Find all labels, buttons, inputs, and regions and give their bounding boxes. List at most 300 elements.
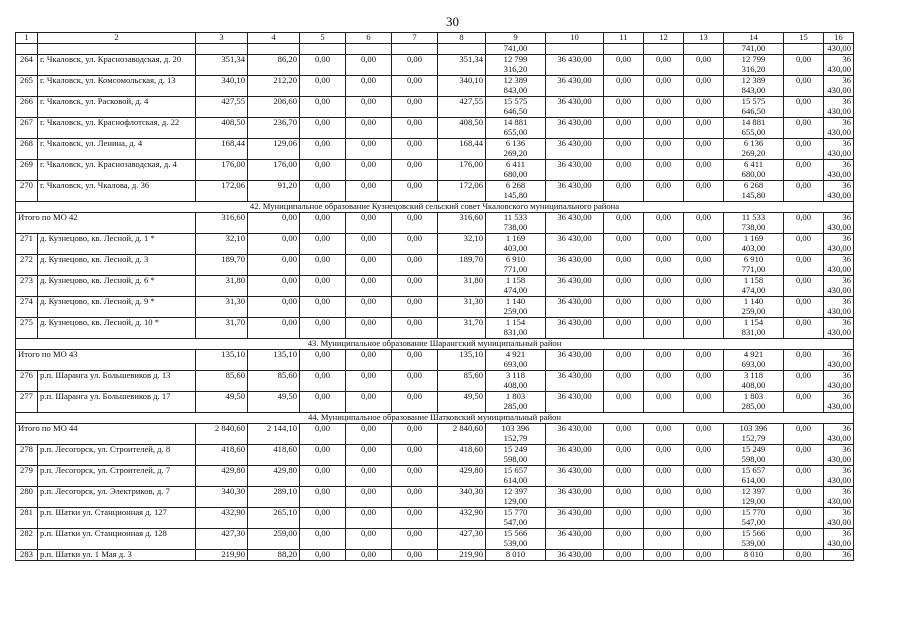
cell-c16 xyxy=(824,181,854,202)
cell-c15: 0,00 xyxy=(784,550,824,561)
cell-c15: 0,00 xyxy=(784,160,824,181)
cell-c3: 32,10 xyxy=(196,234,248,255)
cell-c16-line2: 430,00 xyxy=(827,516,851,527)
cell-c7: 0,00 xyxy=(392,55,438,76)
cell-c8: 172,06 xyxy=(438,181,486,202)
cell-c16-line1: 36 xyxy=(842,75,851,85)
cell-c16-line1: 36 xyxy=(842,159,851,169)
cell-c9 xyxy=(486,118,546,139)
cell-c8: 427,55 xyxy=(438,97,486,118)
cell-c14-line2: 403,00 xyxy=(741,242,766,253)
cell-c13: 0,00 xyxy=(684,139,724,160)
cell-c3: 351,34 xyxy=(196,55,248,76)
cell-c15: 0,00 xyxy=(784,297,824,318)
cell-c9-line1: 12 389 xyxy=(503,75,528,85)
cell-c5: 0,00 xyxy=(300,487,346,508)
cell-c3: 432,90 xyxy=(196,508,248,529)
cell-c7: 0,00 xyxy=(392,487,438,508)
cell-c12: 0,00 xyxy=(644,276,684,297)
row-number: 273 xyxy=(16,276,38,297)
cell-c7: 0,00 xyxy=(392,181,438,202)
row-number: 278 xyxy=(16,445,38,466)
cell-c14 xyxy=(724,392,784,413)
cell-c16 xyxy=(824,76,854,97)
cell-c6: 0,00 xyxy=(346,466,392,487)
cell-c9 xyxy=(486,487,546,508)
cell-c16-line1: 36 xyxy=(842,423,851,433)
cell-c9-line2: 771,00 xyxy=(503,263,528,274)
cell-c9-line2: 831,00 xyxy=(503,326,528,337)
cell-c16 xyxy=(824,234,854,255)
cell-c11: 0,00 xyxy=(604,160,644,181)
cell-c3: 418,60 xyxy=(196,445,248,466)
cell-c5: 0,00 xyxy=(300,350,346,371)
row-number: 266 xyxy=(16,97,38,118)
cell-c9 xyxy=(486,255,546,276)
cell-c16-line2: 430,00 xyxy=(827,84,851,95)
cell-c16-line1: 36 xyxy=(842,180,851,190)
column-header: 2 xyxy=(38,33,196,44)
cell-c8: 31,30 xyxy=(438,297,486,318)
address-cell: р.п. Лесогорск, ул. Строителей, д. 7 xyxy=(38,466,196,487)
cell-c16-line1: 36 xyxy=(842,296,851,306)
cell-c8: 340,30 xyxy=(438,487,486,508)
cell-c13: 0,00 xyxy=(684,118,724,139)
cell-c10: 36 430,00 xyxy=(546,350,604,371)
cell-c3: 429,80 xyxy=(196,466,248,487)
cell-c12: 0,00 xyxy=(644,550,684,561)
cell-c5: 0,00 xyxy=(300,213,346,234)
cell-c9 xyxy=(486,139,546,160)
address-cell: г. Чкаловск, ул. Чкалова, д. 36 xyxy=(38,181,196,202)
cell-c4: 85,60 xyxy=(248,371,300,392)
cell-c12: 0,00 xyxy=(644,371,684,392)
cell-c9 xyxy=(486,181,546,202)
cell-c15: 0,00 xyxy=(784,255,824,276)
cell-c14 xyxy=(724,550,784,561)
cell-c14-line2: 771,00 xyxy=(741,263,766,274)
cell-c14-line2: 269,20 xyxy=(741,147,766,158)
cell-c12: 0,00 xyxy=(644,508,684,529)
cell-c9 xyxy=(486,424,546,445)
cell-c7: 0,00 xyxy=(392,318,438,339)
address-cell: д. Кузнецово, кв. Лесной, д. 9 * xyxy=(38,297,196,318)
cell-c16-line2: 430,00 xyxy=(827,358,851,369)
cell-c8: 351,34 xyxy=(438,55,486,76)
cell-c15: 0,00 xyxy=(784,350,824,371)
cell-c6: 0,00 xyxy=(346,55,392,76)
page-number: 30 xyxy=(446,14,459,29)
cell-c6: 0,00 xyxy=(346,276,392,297)
address-cell: д. Кузнецово, кв. Лесной, д. 6 * xyxy=(38,276,196,297)
cell-c16-line2: 430,00 xyxy=(827,379,851,390)
cell-c9-line1: 8 010 xyxy=(505,549,526,559)
cell-c8: 316,60 xyxy=(438,213,486,234)
cell-c9-line1: 1 154 xyxy=(505,317,526,327)
cell-c14-line2: 316,20 xyxy=(741,63,766,74)
cell-c14-line2: 598,00 xyxy=(741,453,766,464)
cell-c16-line1: 36 xyxy=(842,212,851,222)
cell-c6: 0,00 xyxy=(346,487,392,508)
row-number: 281 xyxy=(16,508,38,529)
cell-c14-line2: 145,80 xyxy=(741,189,766,200)
cell-c16-line1: 36 xyxy=(842,254,851,264)
cell-c16-line2: 430,00 xyxy=(827,147,851,158)
cell-c9-line1: 15 575 xyxy=(503,96,528,106)
cell-c6: 0,00 xyxy=(346,160,392,181)
cell-c9 xyxy=(486,371,546,392)
cell-c14-line2: 843,00 xyxy=(741,84,766,95)
cell-c9-line1: 1 158 xyxy=(505,275,526,285)
cell-c10: 36 430,00 xyxy=(546,118,604,139)
cell-c12: 0,00 xyxy=(644,466,684,487)
cell-c9 xyxy=(486,508,546,529)
cell-c12: 0,00 xyxy=(644,487,684,508)
cell-c4: 418,60 xyxy=(248,445,300,466)
cell-c14 xyxy=(724,529,784,550)
cell-c4: 0,00 xyxy=(248,234,300,255)
cell-c13: 0,00 xyxy=(684,213,724,234)
section-header-row xyxy=(16,202,854,213)
cell-c4: 86,20 xyxy=(248,55,300,76)
cell-c14-line1: 6 268 xyxy=(743,180,764,190)
cell-c10: 36 430,00 xyxy=(546,318,604,339)
cell-c14 xyxy=(724,55,784,76)
cell-c5: 0,00 xyxy=(300,392,346,413)
cell-c11: 0,00 xyxy=(604,424,644,445)
cell-c6: 0,00 xyxy=(346,445,392,466)
column-header: 3 xyxy=(196,33,248,44)
cell-c16 xyxy=(824,255,854,276)
cell-c5: 0,00 xyxy=(300,181,346,202)
cell-c9 xyxy=(486,350,546,371)
cell-c6: 0,00 xyxy=(346,508,392,529)
cell-c14 xyxy=(724,466,784,487)
cell-c13: 0,00 xyxy=(684,181,724,202)
column-header: 15 xyxy=(784,33,824,44)
cell-c5: 0,00 xyxy=(300,139,346,160)
cell-c16 xyxy=(824,371,854,392)
table-row xyxy=(16,487,854,508)
cell-c11: 0,00 xyxy=(604,487,644,508)
cell-c14 xyxy=(724,350,784,371)
cell-c16-line2: 430,00 xyxy=(827,168,851,179)
cell-c16-line1: 36 xyxy=(842,528,851,538)
cell-c15: 0,00 xyxy=(784,487,824,508)
cell-c6: 0,00 xyxy=(346,297,392,318)
table-row xyxy=(16,371,854,392)
cell-c7: 0,00 xyxy=(392,297,438,318)
cell-c14-line2: 547,00 xyxy=(741,516,766,527)
cell-c7: 0,00 xyxy=(392,529,438,550)
cell-c15: 0,00 xyxy=(784,276,824,297)
cell-c15: 0,00 xyxy=(784,445,824,466)
cell-c3: 408,50 xyxy=(196,118,248,139)
cell-c14-line2: 129,00 xyxy=(741,495,766,506)
cell-c14-line1: 12 397 xyxy=(741,486,766,496)
address-cell: д. Кузнецово, кв. Лесной, д. 3 xyxy=(38,255,196,276)
cell-c9-line2: 152,79 xyxy=(503,432,528,443)
cell-c11: 0,00 xyxy=(604,350,644,371)
cell-c6: 0,00 xyxy=(346,97,392,118)
cell-c4: 88,20 xyxy=(248,550,300,561)
cell-c14-line1: 15 249 xyxy=(741,444,766,454)
cell-c16-line2: 430,00 xyxy=(827,221,851,232)
cell-c9-line2: 655,00 xyxy=(503,126,528,137)
cell-c13: 0,00 xyxy=(684,160,724,181)
cell-c11: 0,00 xyxy=(604,276,644,297)
cell-c16 xyxy=(824,529,854,550)
cell-c14-line2: 738,00 xyxy=(741,221,766,232)
cell-c9-line1: 4 921 xyxy=(505,349,526,359)
table-row xyxy=(16,508,854,529)
cell-c9-line2: 539,00 xyxy=(503,537,528,548)
cell-c14 xyxy=(724,318,784,339)
cell-c14 xyxy=(724,234,784,255)
cell-c11: 0,00 xyxy=(604,139,644,160)
cell-c4: 0,00 xyxy=(248,276,300,297)
cell-c4: 212,20 xyxy=(248,76,300,97)
cell-c9-line1: 15 566 xyxy=(503,528,528,538)
cell-c16 xyxy=(824,392,854,413)
column-header: 13 xyxy=(684,33,724,44)
cell-c14-line2: 831,00 xyxy=(741,326,766,337)
cell-c14 xyxy=(724,445,784,466)
cell-c14-line2: 539,00 xyxy=(741,537,766,548)
cell-c9-line2: 145,80 xyxy=(503,189,528,200)
row-number: 271 xyxy=(16,234,38,255)
cell-c14 xyxy=(724,181,784,202)
cell-c15: 0,00 xyxy=(784,234,824,255)
cell-c10: 36 430,00 xyxy=(546,371,604,392)
cell-c11: 0,00 xyxy=(604,234,644,255)
column-header: 12 xyxy=(644,33,684,44)
cell-c15: 0,00 xyxy=(784,139,824,160)
cell-col9: 741,00 xyxy=(486,44,546,55)
cell-c16-line2: 430,00 xyxy=(827,263,851,274)
cell-c7: 0,00 xyxy=(392,139,438,160)
cell-c9-line2: 547,00 xyxy=(503,516,528,527)
cell-c5: 0,00 xyxy=(300,276,346,297)
cell-c12: 0,00 xyxy=(644,76,684,97)
cell-c14-line1: 15 575 xyxy=(741,96,766,106)
cell-c14-line1: 12 389 xyxy=(741,75,766,85)
column-header: 5 xyxy=(300,33,346,44)
cell-c14 xyxy=(724,160,784,181)
row-number: 275 xyxy=(16,318,38,339)
cell-c9-line1: 1 169 xyxy=(505,233,526,243)
cell-c7: 0,00 xyxy=(392,371,438,392)
cell-c16 xyxy=(824,350,854,371)
cell-c11: 0,00 xyxy=(604,550,644,561)
cell-c5: 0,00 xyxy=(300,529,346,550)
cell-c8: 168,44 xyxy=(438,139,486,160)
cell-c14 xyxy=(724,297,784,318)
cell-c15: 0,00 xyxy=(784,181,824,202)
column-header: 7 xyxy=(392,33,438,44)
cell-c9 xyxy=(486,297,546,318)
cell-c14-line2: 152,79 xyxy=(741,432,766,443)
cell-c3: 135,10 xyxy=(196,350,248,371)
cell-c9 xyxy=(486,234,546,255)
cell-c14-line2: 259,00 xyxy=(741,305,766,316)
cell-c12: 0,00 xyxy=(644,297,684,318)
cell-c9 xyxy=(486,76,546,97)
cell-c7: 0,00 xyxy=(392,118,438,139)
cell-c11: 0,00 xyxy=(604,255,644,276)
cell-c14 xyxy=(724,76,784,97)
cell-c6: 0,00 xyxy=(346,350,392,371)
cell-c8: 189,70 xyxy=(438,255,486,276)
cell-c9-line1: 6 136 xyxy=(505,138,526,148)
cell-c5: 0,00 xyxy=(300,424,346,445)
cell-c3: 427,30 xyxy=(196,529,248,550)
cell-c14 xyxy=(724,255,784,276)
cell-c16-line1: 36 xyxy=(842,465,851,475)
row-number: 265 xyxy=(16,76,38,97)
table-row xyxy=(16,139,854,160)
cell-c11: 0,00 xyxy=(604,529,644,550)
cell-c8: 31,80 xyxy=(438,276,486,297)
cell-c16 xyxy=(824,508,854,529)
cell-c16-line2: 430,00 xyxy=(827,126,851,137)
cell-c10: 36 430,00 xyxy=(546,55,604,76)
cell-c4: 0,00 xyxy=(248,213,300,234)
cell-c16 xyxy=(824,139,854,160)
section-title: 42. Муниципальное образование Кузнецовский сельский совет Чкаловского муниципального района xyxy=(16,202,854,213)
cell-c8: 2 840,60 xyxy=(438,424,486,445)
cell-c4: 289,10 xyxy=(248,487,300,508)
cell-c4: 206,60 xyxy=(248,97,300,118)
cell-c9-line2: 680,00 xyxy=(503,168,528,179)
cell-c6: 0,00 xyxy=(346,118,392,139)
cell-c9 xyxy=(486,97,546,118)
cell-c13: 0,00 xyxy=(684,297,724,318)
cell-c9-line2: 129,00 xyxy=(503,495,528,506)
cell-c9-line1: 14 881 xyxy=(503,117,528,127)
cell-c9 xyxy=(486,445,546,466)
cell-col14: 741,00 xyxy=(724,44,784,55)
cell-c13: 0,00 xyxy=(684,97,724,118)
cell-c14-line2: 474,00 xyxy=(741,284,766,295)
column-header: 10 xyxy=(546,33,604,44)
total-row xyxy=(16,213,854,234)
cell-c14 xyxy=(724,424,784,445)
table-row xyxy=(16,392,854,413)
cell-c16-line2: 430,00 xyxy=(827,189,851,200)
cell-c14 xyxy=(724,213,784,234)
cell-c3: 31,30 xyxy=(196,297,248,318)
cell-c9-line1: 15 770 xyxy=(503,507,528,517)
cell-c16-line2: 430,00 xyxy=(827,305,851,316)
column-header: 6 xyxy=(346,33,392,44)
cell-c16-line1: 36 xyxy=(842,349,851,359)
cell-c16 xyxy=(824,487,854,508)
cell-c10: 36 430,00 xyxy=(546,97,604,118)
cell-c14-line2: 285,00 xyxy=(741,400,766,411)
cell-c13: 0,00 xyxy=(684,76,724,97)
cell-c14-line2: 693,00 xyxy=(741,358,766,369)
cell-c16-line2: 430,00 xyxy=(827,474,851,485)
table-row xyxy=(16,97,854,118)
cell-c14-line1: 6 136 xyxy=(743,138,764,148)
cell-c8: 31,70 xyxy=(438,318,486,339)
cell-c16-line2: 430,00 xyxy=(827,453,851,464)
cell-c13: 0,00 xyxy=(684,550,724,561)
column-header: 8 xyxy=(438,33,486,44)
cell-c7: 0,00 xyxy=(392,255,438,276)
cell-c16-line1: 36 xyxy=(842,370,851,380)
cell-c5: 0,00 xyxy=(300,255,346,276)
table-row xyxy=(16,55,854,76)
cell-c13: 0,00 xyxy=(684,445,724,466)
cell-c4: 2 144,10 xyxy=(248,424,300,445)
row-number: 276 xyxy=(16,371,38,392)
cell-c14-line1: 6 910 xyxy=(743,254,764,264)
cell-c12: 0,00 xyxy=(644,139,684,160)
cell-c16-line2: 430,00 xyxy=(827,105,851,116)
cell-c14 xyxy=(724,118,784,139)
address-cell: г. Чкаловск, ул. Расковой, д. 4 xyxy=(38,97,196,118)
cell-c3: 85,60 xyxy=(196,371,248,392)
cell-c3: 168,44 xyxy=(196,139,248,160)
cell-c3: 340,30 xyxy=(196,487,248,508)
cell-c16-line2: 430,00 xyxy=(827,242,851,253)
section-header-row xyxy=(16,339,854,350)
cell-c16-line1: 36 xyxy=(842,138,851,148)
cell-c12: 0,00 xyxy=(644,529,684,550)
cell-c14-line2: 646,50 xyxy=(741,105,766,116)
cell-c5: 0,00 xyxy=(300,97,346,118)
column-header: 4 xyxy=(248,33,300,44)
cell-c6: 0,00 xyxy=(346,318,392,339)
cell-c14 xyxy=(724,371,784,392)
cell-c15: 0,00 xyxy=(784,97,824,118)
total-label: Итого по МО 43 xyxy=(16,350,196,371)
cell-c11: 0,00 xyxy=(604,297,644,318)
section-title: 43. Муниципальное образование Шарангский муниципальный район xyxy=(16,339,854,350)
cell-c7: 0,00 xyxy=(392,445,438,466)
cell-c13: 0,00 xyxy=(684,392,724,413)
cell-c16-line1: 36 xyxy=(842,507,851,517)
cell-c12: 0,00 xyxy=(644,350,684,371)
row-number: 264 xyxy=(16,55,38,76)
cell-c16-line1: 36 xyxy=(842,549,851,559)
row-number: 283 xyxy=(16,550,38,561)
cell-c12: 0,00 xyxy=(644,97,684,118)
cell-c4: 135,10 xyxy=(248,350,300,371)
cell-c9 xyxy=(486,529,546,550)
cell-c16 xyxy=(824,213,854,234)
cell-c14 xyxy=(724,139,784,160)
cell-c5: 0,00 xyxy=(300,234,346,255)
cell-c8: 432,90 xyxy=(438,508,486,529)
cell-c5: 0,00 xyxy=(300,297,346,318)
cell-c3: 316,60 xyxy=(196,213,248,234)
cell-c6: 0,00 xyxy=(346,213,392,234)
cell-c5: 0,00 xyxy=(300,445,346,466)
cell-c16-line1: 36 xyxy=(842,54,851,64)
address-cell: г. Чкаловск, ул. Краснозаводская, д. 4 xyxy=(38,160,196,181)
cell-c12: 0,00 xyxy=(644,160,684,181)
cell-c4: 0,00 xyxy=(248,255,300,276)
address-cell: р.п. Шатки ул. Станционная д. 128 xyxy=(38,529,196,550)
cell-c13: 0,00 xyxy=(684,55,724,76)
cell-c14-line1: 1 154 xyxy=(743,317,764,327)
cell-c10: 36 430,00 xyxy=(546,181,604,202)
cell-c15: 0,00 xyxy=(784,55,824,76)
cell-c3: 49,50 xyxy=(196,392,248,413)
